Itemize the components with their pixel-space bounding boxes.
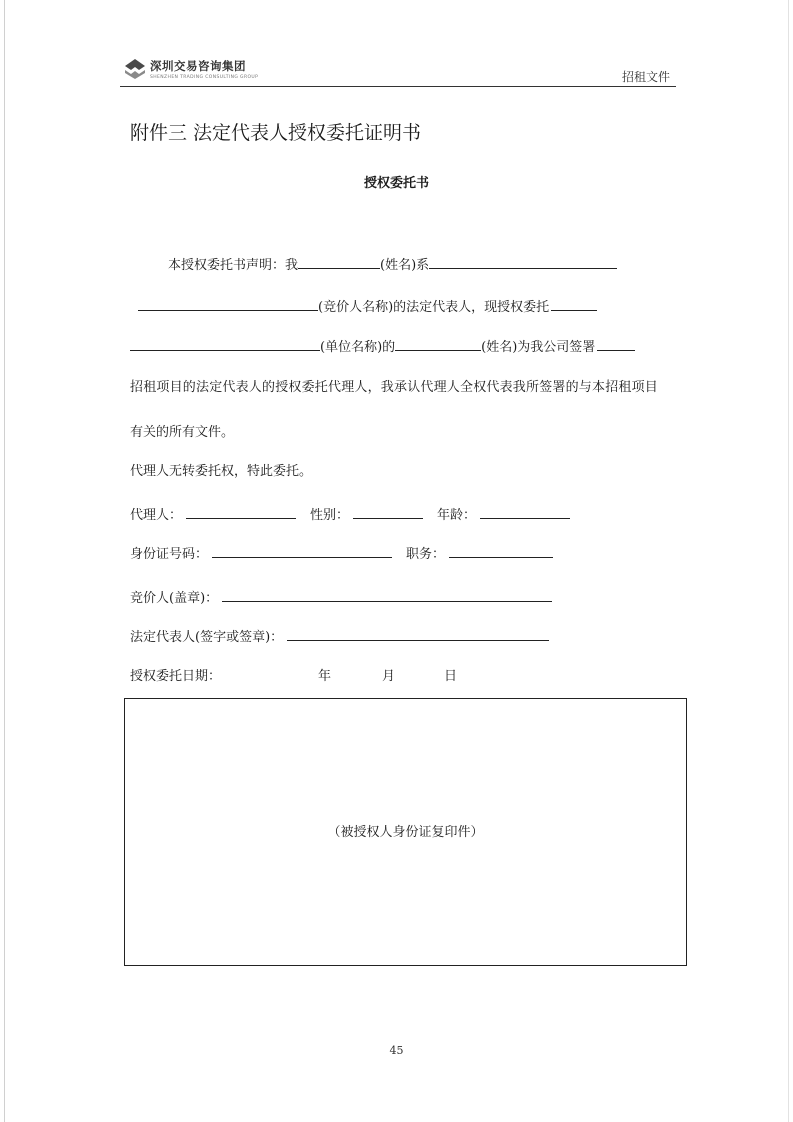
statement-text: (姓名)系: [380, 258, 430, 273]
statement-text: 本授权委托书声明：我: [168, 258, 299, 273]
bidder-label: 竞价人(盖章)：: [130, 591, 219, 606]
statement-line-6: 代理人无转委托权，特此委托。: [130, 464, 313, 479]
gender-field[interactable]: [353, 505, 423, 519]
date-year: 年: [318, 669, 332, 684]
id-label: 身份证号码：: [130, 547, 209, 562]
statement-text: (姓名)为我公司签署: [481, 340, 596, 355]
position-field[interactable]: [449, 544, 553, 558]
id-row: [130, 544, 553, 564]
unit-name-blank[interactable]: [130, 337, 320, 351]
date-row: [130, 668, 221, 686]
org-name: 深圳交易咨询集团: [150, 59, 246, 73]
project-blank[interactable]: [597, 337, 635, 351]
legal-rep-row: [130, 627, 549, 647]
bidder-row: [130, 588, 552, 608]
statement-text: (单位名称)的: [320, 340, 396, 355]
bidder-seal-field[interactable]: [222, 588, 552, 602]
legal-rep-signature-field[interactable]: [287, 627, 549, 641]
date-month: 月: [382, 669, 396, 684]
agent-label: 代理人：: [130, 508, 183, 523]
date-day: 日: [444, 669, 458, 684]
id-number-field[interactable]: [212, 544, 392, 558]
position-label: 职务：: [406, 547, 446, 562]
company-logo-icon: [124, 58, 146, 80]
statement-line-5: 有关的所有文件。: [130, 425, 235, 440]
doc-type: 招租文件: [622, 70, 671, 84]
statement-text: (竞价人名称)的法定代表人，现授权委托: [318, 300, 550, 315]
org-name-en: SHENZHEN TRADING CONSULTING GROUP: [150, 75, 259, 80]
title-blank[interactable]: [429, 255, 617, 269]
bidder-name-blank[interactable]: [138, 297, 318, 311]
annex-title: 附件三 法定代表人授权委托证明书: [130, 122, 422, 144]
age-label: 年龄：: [437, 508, 477, 523]
agent-field[interactable]: [186, 505, 296, 519]
name-blank[interactable]: [298, 255, 380, 269]
agent-row: [130, 505, 570, 525]
page-number: 45: [389, 1044, 404, 1057]
doc-title: 授权委托书: [364, 176, 430, 191]
date-label: 授权委托日期：: [130, 669, 222, 684]
header-divider: [120, 86, 676, 87]
statement-line-1: [168, 255, 617, 275]
id-copy-label: （被授权人身份证复印件）: [327, 825, 484, 840]
page-edge: [788, 0, 789, 1122]
delegate-blank[interactable]: [551, 297, 597, 311]
id-copy-box: [124, 698, 687, 966]
statement-line-2: [138, 297, 597, 317]
page-edge: [4, 0, 5, 1122]
legal-rep-label: 法定代表人(签字或签章)：: [130, 630, 284, 645]
statement-line-3: [130, 337, 635, 357]
age-field[interactable]: [480, 505, 570, 519]
agent-name-blank[interactable]: [395, 337, 481, 351]
statement-line-4: 招租项目的法定代表人的授权委托代理人，我承认代理人全权代表我所签署的与本招租项目: [130, 380, 659, 395]
gender-label: 性别：: [310, 508, 350, 523]
